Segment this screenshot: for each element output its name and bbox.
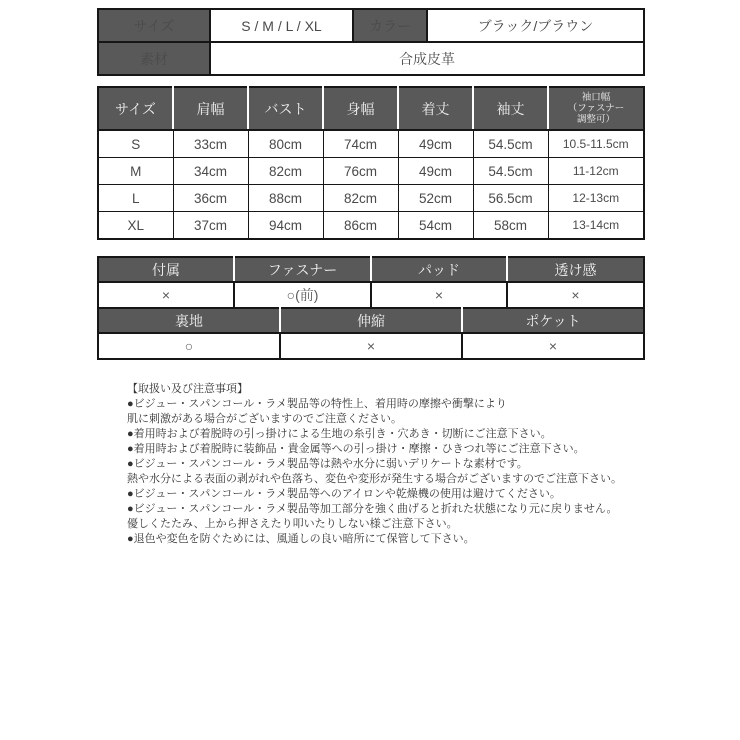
care-note-line: ●ビジュー・スパンコール・ラメ製品等は熱や水分に弱いデリケートな素材です。 (127, 458, 528, 470)
col-zipper: ファスナー (234, 257, 371, 282)
cell-shoulder: 37cm (173, 212, 248, 240)
care-note-line: 熱や水分による表面の剥がれや色落ち、変色や変形が発生する場合がございますのでご注意下さい。 (127, 473, 622, 485)
cell-body-width: 76cm (323, 158, 398, 185)
care-notes-title: 【取扱い及び注意事項】 (127, 383, 248, 395)
cell-bust: 88cm (248, 185, 323, 212)
cell-size: L (98, 185, 173, 212)
care-note-line: 優しくたたみ、上から押さえたり叩いたりしない様ご注意下さい。 (127, 518, 458, 530)
color-label: カラー (353, 9, 427, 42)
cell-bust: 82cm (248, 158, 323, 185)
cell-bust: 94cm (248, 212, 323, 240)
feature-header-row (98, 308, 644, 333)
feature-value-row (98, 282, 644, 308)
col-body-width: 身幅 (323, 87, 398, 130)
material-label: 素材 (98, 42, 210, 75)
cell-body-width: 86cm (323, 212, 398, 240)
cell-size: S (98, 130, 173, 158)
care-note-line: ●ビジュー・スパンコール・ラメ製品等の特性上、着用時の摩擦や衝撃により (127, 398, 507, 410)
care-note-line: ●ビジュー・スパンコール・ラメ製品等へのアイロンや乾燥機の使用は避けてください。 (127, 488, 561, 500)
care-note-line: ●ビジュー・スパンコール・ラメ製品等加工部分を強く曲げると折れた状態になり元に戻りません。 (127, 503, 618, 515)
measurement-row-m (98, 158, 644, 185)
cell-sleeve: 58cm (473, 212, 548, 240)
measurement-row-s (98, 130, 644, 158)
cell-body-width: 74cm (323, 130, 398, 158)
spec-row-size-color (98, 9, 644, 42)
col-cuff-width: 袖口幅 （ファスナー 調整可） (548, 87, 644, 130)
care-note-line: ●退色や変色を防ぐためには、風通しの良い暗所にて保管して下さい。 (127, 533, 475, 545)
col-accessories: 付属 (98, 257, 234, 282)
feature-value-row (98, 333, 644, 359)
measurement-row-xl (98, 212, 644, 240)
col-shoulder-width: 肩幅 (173, 87, 248, 130)
measurement-header-row (98, 87, 644, 130)
zipper-value: ○(前) (234, 282, 371, 308)
color-value: ブラック/ブラウン (427, 9, 644, 42)
col-size: サイズ (98, 87, 173, 130)
cell-sleeve: 56.5cm (473, 185, 548, 212)
cell-shoulder: 36cm (173, 185, 248, 212)
size-value: S / M / L / XL (210, 9, 353, 42)
cell-cuff: 11-12cm (548, 158, 644, 185)
spec-summary-table (97, 8, 645, 76)
cell-length: 54cm (398, 212, 473, 240)
feature-table-1 (97, 256, 645, 309)
col-sheerness: 透け感 (507, 257, 644, 282)
feature-table-2 (97, 307, 645, 360)
lining-value: ○ (98, 333, 280, 359)
cell-length: 49cm (398, 130, 473, 158)
care-note-line: ●着用時および着脱時の引っ掛けによる生地の糸引き・穴あき・切断にご注意下さい。 (127, 428, 552, 440)
accessories-value: × (98, 282, 234, 308)
cell-size: M (98, 158, 173, 185)
cell-length: 52cm (398, 185, 473, 212)
feature-header-row (98, 257, 644, 282)
col-pad: パッド (371, 257, 507, 282)
cell-body-width: 82cm (323, 185, 398, 212)
cell-length: 49cm (398, 158, 473, 185)
cell-cuff: 10.5-11.5cm (548, 130, 644, 158)
cell-sleeve: 54.5cm (473, 130, 548, 158)
pocket-value: × (548, 338, 558, 354)
size-label: サイズ (98, 9, 210, 42)
cell-bust: 80cm (248, 130, 323, 158)
sheerness-value: × (571, 287, 580, 303)
measurement-row-l (98, 185, 644, 212)
care-note-line: 肌に刺激がある場合がございますのでご注意ください。 (127, 413, 402, 425)
col-length: 着丈 (398, 87, 473, 130)
col-lining: 裏地 (98, 308, 280, 333)
material-value: 合成皮革 (399, 50, 455, 67)
col-stretch: 伸縮 (280, 308, 462, 333)
col-pocket: ポケット (462, 308, 644, 333)
care-note-line: ●着用時および着脱時に装飾品・貴金属等への引っ掛け・摩擦・ひきつれ等にご注意下さい。 (127, 443, 585, 455)
cell-shoulder: 33cm (173, 130, 248, 158)
pad-value: × (371, 282, 507, 308)
care-notes (127, 382, 647, 547)
col-bust: バスト (248, 87, 323, 130)
cell-sleeve: 54.5cm (473, 158, 548, 185)
col-sleeve-length: 袖丈 (473, 87, 548, 130)
cell-shoulder: 34cm (173, 158, 248, 185)
measurement-table (97, 86, 645, 240)
cell-cuff: 13-14cm (572, 218, 620, 232)
cell-size: XL (98, 212, 173, 240)
spec-row-material (98, 42, 644, 75)
stretch-value: × (280, 333, 462, 359)
cell-cuff: 12-13cm (548, 185, 644, 212)
